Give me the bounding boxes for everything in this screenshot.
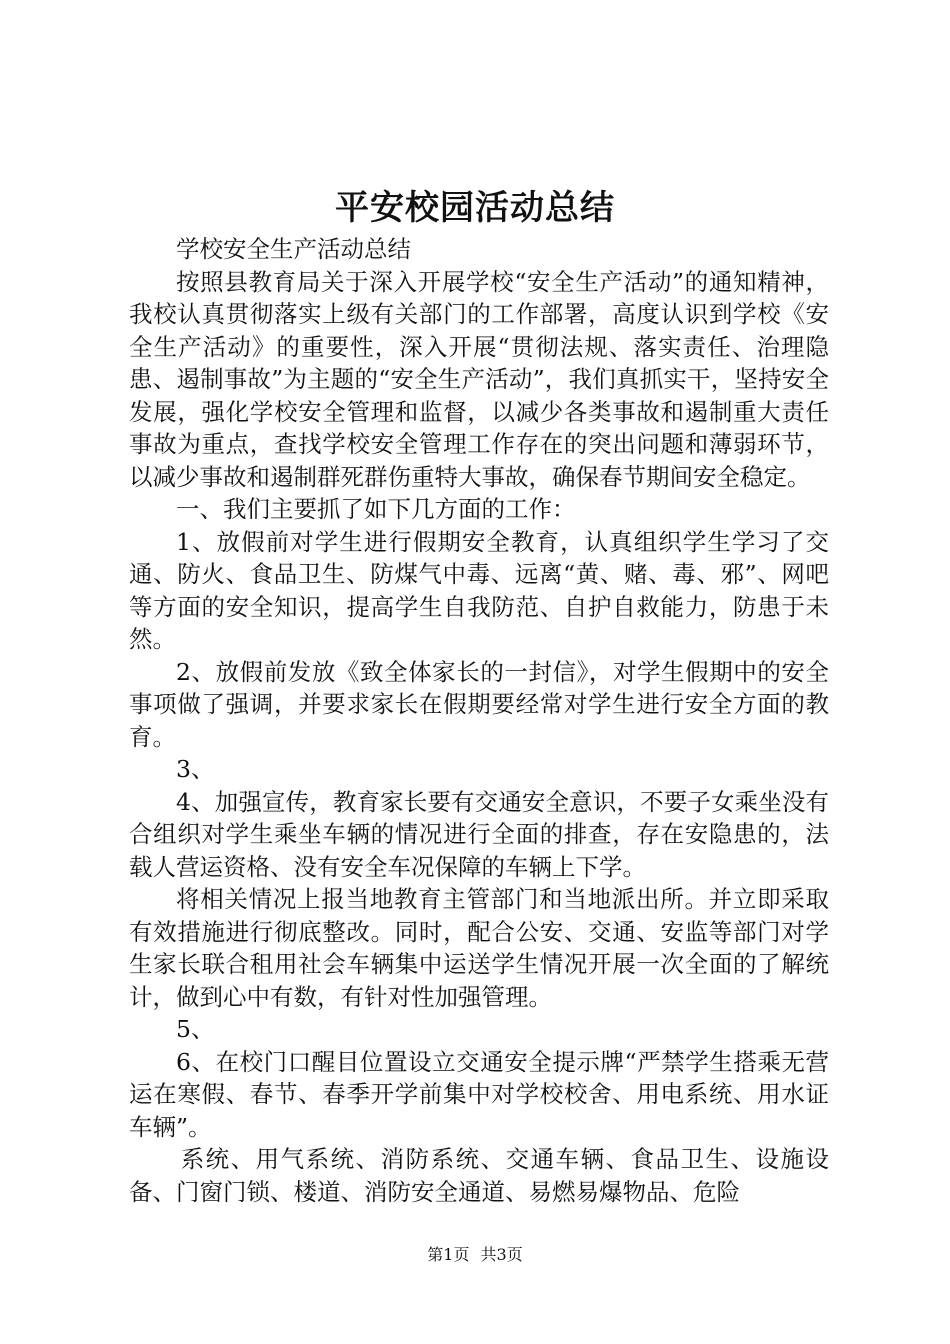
subtitle-paragraph: 学校安全生产活动总结 xyxy=(176,235,411,263)
item-3-paragraph: 3、 xyxy=(176,755,215,783)
item-5-paragraph: 5、 xyxy=(176,1015,215,1043)
intro-paragraph: 按照县教育局关于深入开展学校“安全生产活动”的通知精神，我校认真贯彻落实上级有关部门的工作部署，高度认识到学校《安全生产活动》的重要性，深入开展“贯彻法规、落实责任、治理隐患、遏制事故”为主题的“安全生产活动”，我们真抓实干，坚持安全发展，强化学校安全管理和监督，以减少各类事故和遏制重大责任事故为重点，查找学校安全管理工作存在的突出问题和薄弱环节，以减少事故和遏制群死群伤重特大事故，确保春节期间安全稳定。 xyxy=(129,267,829,491)
page-total: 共3页 xyxy=(480,1245,523,1264)
item-6-paragraph: 6、在校门口醒目位置设立交通安全提示牌“严禁学生搭乘无营运在寒假、春节、春季开学前集中对学校校舍、用电系统、用水证车辆”。 xyxy=(129,1047,829,1141)
item-1-paragraph: 1、放假前对学生进行假期安全教育，认真组织学生学习了交通、防火、食品卫生、防煤气中毒、远离“黄、赌、毒、邪”、网吧等方面的安全知识，提高学生自我防范、自护自救能力，防患于未然。 xyxy=(129,527,829,653)
item-2-paragraph: 2、放假前发放《致全体家长的一封信》，对学生假期中的安全事项做了强调，并要求家长在假期要经常对学生进行安全方面的教育。 xyxy=(129,657,829,751)
section-heading: 一、我们主要抓了如下几方面的工作： xyxy=(176,495,576,523)
page-footer xyxy=(0,1243,950,1267)
document-title: 平安校园活动总结 xyxy=(335,188,615,228)
item-4-paragraph: 4、加强宣传，教育家长要有交通安全意识，不要子女乘坐没有合组织对学生乘坐车辆的情况进行全面的排查，存在安隐患的，法载人营运资格、没有安全车况保障的车辆上下学。 xyxy=(129,787,829,881)
page-number: 第1页 xyxy=(427,1245,470,1264)
report-paragraph: 将相关情况上报当地教育主管部门和当地派出所。并立即采取有效措施进行彻底整改。同时，配合公安、交通、安监等部门对学生家长联合租用社会车辆集中运送学生情况开展一次全面的了解统计，做到心中有数，有针对性加强管理。 xyxy=(129,885,829,1011)
systems-paragraph: 系统、用气系统、消防系统、交通车辆、食品卫生、设施设备、门窗门锁、楼道、消防安全通道、易燃易爆物品、危险 xyxy=(129,1145,829,1206)
document-body xyxy=(129,233,829,1208)
